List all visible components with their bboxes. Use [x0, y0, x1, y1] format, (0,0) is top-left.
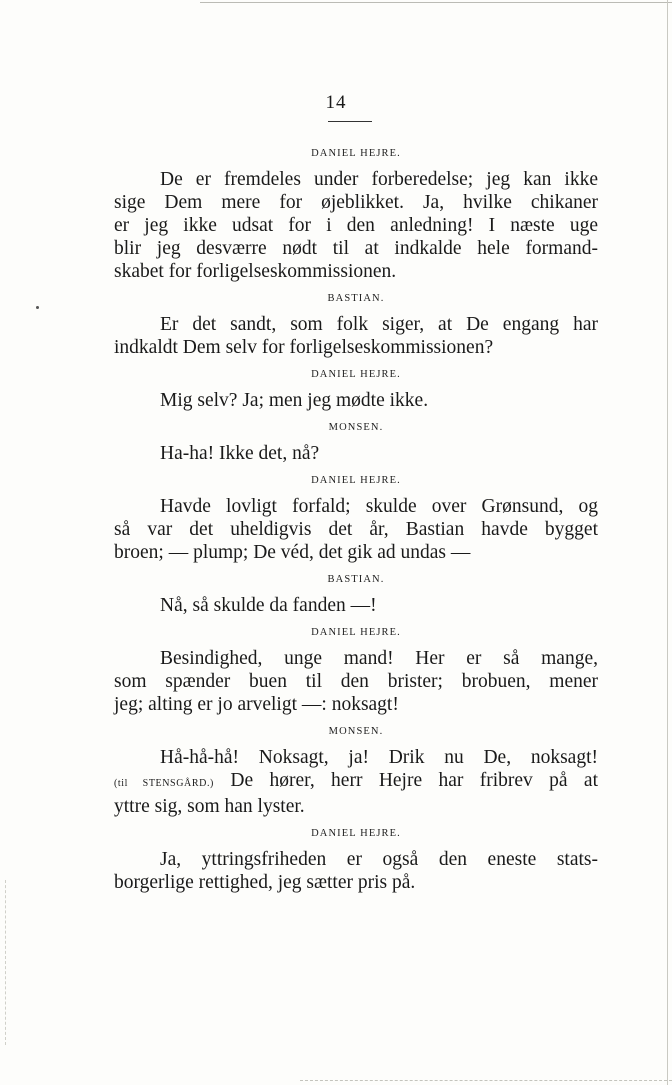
speech-line: skabet for forligelseskommissionen.: [114, 261, 397, 282]
speech-line: Ha-ha! Ikke det, nå?: [160, 443, 320, 464]
speech-line-with-stage-direction: [114, 769, 598, 795]
speech-line: er jeg ikke udsat for i den anledning! I næste uge: [114, 215, 598, 236]
page-number: 14: [325, 92, 347, 113]
speaker-heading: DANIEL HEJRE.: [311, 828, 401, 839]
speaker-heading: DANIEL HEJRE.: [311, 627, 401, 638]
speech: [114, 495, 598, 564]
speech-line-text: De hører, herr Hejre har fribrev på at: [230, 770, 598, 791]
page-edge-left: [5, 880, 6, 1045]
speech-line: Mig selv? Ja; men jeg mødte ikke.: [160, 390, 429, 411]
speech-line: Hå-hå-hå! Noksagt, ja! Drik nu De, noksagt!: [160, 747, 598, 768]
speech-line: så var det uheldigvis det år, Bastian havde bygget: [114, 519, 598, 540]
speech-line: Nå, så skulde da fanden —!: [160, 595, 377, 616]
speech: [114, 746, 598, 818]
speech-line: jeg; alting er jo arveligt —: noksagt!: [114, 694, 399, 715]
speech-line: indkaldt Dem selv for forligelseskommissionen?: [114, 337, 494, 358]
page-number-rule: [328, 121, 372, 122]
speech-line: De er fremdeles under forberedelse; jeg kan ikke: [160, 169, 598, 190]
speech: [114, 313, 598, 359]
speaker-heading: MONSEN.: [328, 422, 384, 433]
speech: [114, 389, 598, 412]
stage-direction: (til STENSGÅRD.): [114, 778, 214, 789]
page-edge-right: [667, 0, 668, 1085]
speaker-heading: BASTIAN.: [327, 293, 385, 304]
ink-speck: [36, 306, 39, 309]
page-edge-bottom: [300, 1080, 672, 1081]
speech-line: Besindighed, unge mand! Her er så mange,: [160, 648, 598, 669]
speech: [114, 647, 598, 716]
speaker-heading: DANIEL HEJRE.: [311, 369, 401, 380]
speech-line: yttre sig, som han lyster.: [114, 796, 305, 817]
speech: [114, 848, 598, 894]
speech-line: borgerlige rettighed, jeg sætter pris på.: [114, 872, 416, 893]
speaker-heading: BASTIAN.: [327, 574, 385, 585]
speech-line: Havde lovligt forfald; skulde over Grønsund, og: [160, 496, 598, 517]
page-edge-top: [200, 2, 672, 3]
speaker-heading: DANIEL HEJRE.: [311, 148, 401, 159]
speech-line: broen; — plump; De véd, det gik ad undas —: [114, 542, 471, 563]
play-text: [114, 143, 598, 902]
speech: [114, 168, 598, 283]
speech: [114, 442, 598, 465]
speech-line: sige Dem mere for øjeblikket. Ja, hvilke chikaner: [114, 192, 598, 213]
speech-line: som spænder buen til den brister; brobuen, mener: [114, 671, 598, 692]
speech-line: Er det sandt, som folk siger, at De engang har: [160, 314, 598, 335]
speaker-heading: MONSEN.: [328, 726, 384, 737]
speech-line: blir jeg desværre nødt til at indkalde hele formand-: [114, 238, 598, 259]
speech-line: Ja, yttringsfriheden er også den eneste stats-: [160, 849, 598, 870]
speech: [114, 594, 598, 617]
speaker-heading: DANIEL HEJRE.: [311, 475, 401, 486]
